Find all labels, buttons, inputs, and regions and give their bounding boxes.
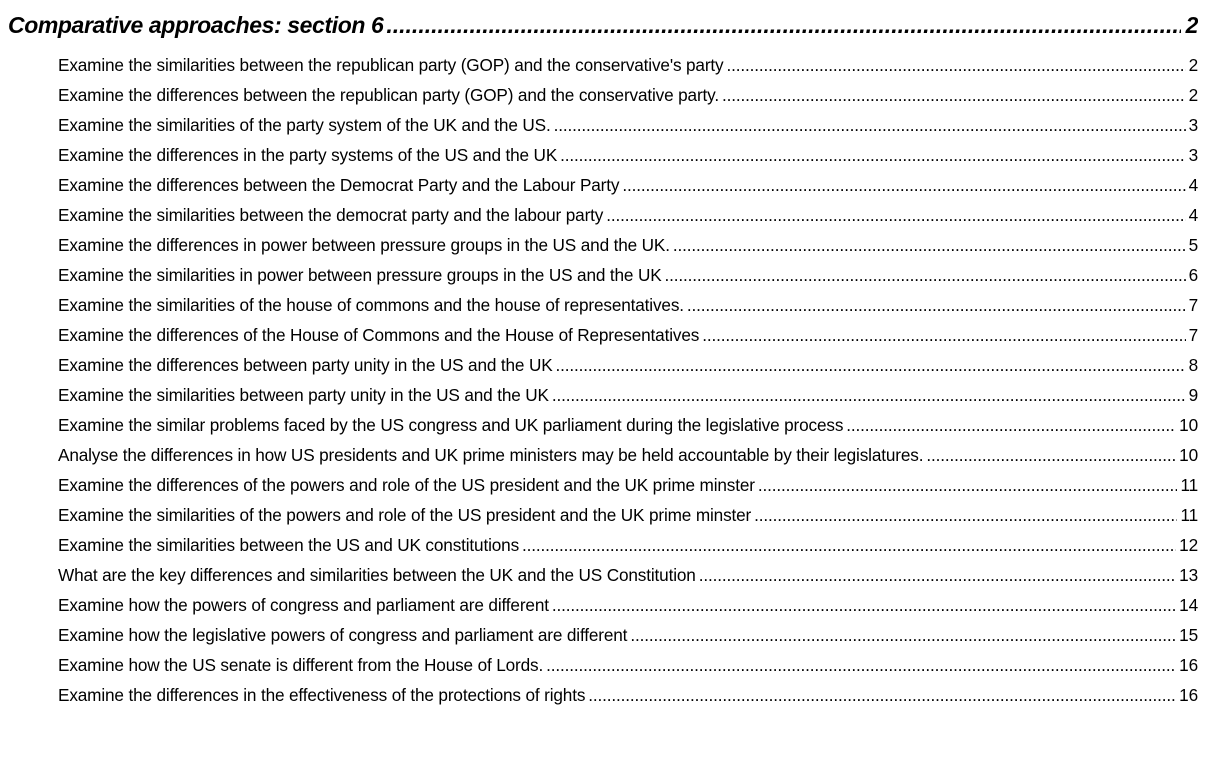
toc-heading[interactable] xyxy=(8,12,1198,44)
toc-leader-dots xyxy=(722,80,1186,110)
toc-entry[interactable] xyxy=(58,680,1198,710)
toc-entry-title: Examine the differences of the powers and role of the US president and the UK prime minster xyxy=(58,475,755,495)
toc-entry[interactable] xyxy=(58,110,1198,140)
toc-leader-dots xyxy=(622,170,1185,200)
toc-entry-title: Examine how the legislative powers of congress and parliament are different xyxy=(58,625,628,645)
toc-entry[interactable] xyxy=(58,530,1198,560)
toc-entry[interactable] xyxy=(58,200,1198,230)
toc-leader-dots xyxy=(673,230,1186,260)
toc-entry-page-number: 13 xyxy=(1179,565,1198,585)
toc-entry-title: Examine how the US senate is different from the House of Lords. xyxy=(58,655,544,675)
toc-entry-list xyxy=(58,50,1198,710)
toc-entry[interactable] xyxy=(58,290,1198,320)
toc-leader-dots xyxy=(386,12,1181,39)
toc-entry[interactable] xyxy=(58,470,1198,500)
toc-entry[interactable] xyxy=(58,620,1198,650)
toc-leader-dots xyxy=(758,470,1178,500)
toc-entry-title: Examine the similarities between the republican party (GOP) and the conservative's party xyxy=(58,55,724,75)
toc-leader-dots xyxy=(606,200,1185,230)
toc-entry-page-number: 3 xyxy=(1188,115,1198,135)
toc-entry-title: Examine the differences between party unity in the US and the UK xyxy=(58,355,553,375)
toc-entry-page-number: 7 xyxy=(1188,325,1198,345)
toc-leader-dots xyxy=(699,560,1176,590)
toc-entry-page-number: 2 xyxy=(1188,55,1198,75)
toc-entry[interactable] xyxy=(58,350,1198,380)
toc-entry-title: Examine the differences between the republican party (GOP) and the conservative party. xyxy=(58,85,719,105)
toc-entry-page-number: 4 xyxy=(1188,205,1198,225)
toc-entry-page-number: 11 xyxy=(1180,505,1198,525)
toc-entry-title: Examine the similarities between party unity in the US and the UK xyxy=(58,385,549,405)
toc-entry-title: Examine the differences in power between pressure groups in the US and the UK. xyxy=(58,235,670,255)
toc-entry[interactable] xyxy=(58,590,1198,620)
toc-heading-page-number: 2 xyxy=(1185,12,1198,38)
toc-entry-page-number: 2 xyxy=(1188,85,1198,105)
toc-leader-dots xyxy=(560,140,1185,170)
toc-entry-title: Examine the differences between the Democrat Party and the Labour Party xyxy=(58,175,620,195)
toc-leader-dots xyxy=(588,680,1176,710)
toc-entry-page-number: 4 xyxy=(1188,175,1198,195)
toc-entry[interactable] xyxy=(58,440,1198,470)
toc-leader-dots xyxy=(552,590,1176,620)
toc-leader-dots xyxy=(630,620,1176,650)
toc-leader-dots xyxy=(546,650,1176,680)
toc-leader-dots xyxy=(727,50,1186,80)
toc-leader-dots xyxy=(846,410,1176,440)
toc-entry-page-number: 6 xyxy=(1188,265,1198,285)
toc-entry-page-number: 10 xyxy=(1179,415,1198,435)
toc-entry[interactable] xyxy=(58,170,1198,200)
toc-entry-title: Examine the similarities of the house of commons and the house of representatives. xyxy=(58,295,684,315)
toc-entry-page-number: 12 xyxy=(1179,535,1198,555)
toc-leader-dots xyxy=(665,260,1186,290)
toc-entry-page-number: 7 xyxy=(1188,295,1198,315)
toc-entry-page-number: 9 xyxy=(1188,385,1198,405)
toc-entry[interactable] xyxy=(58,260,1198,290)
toc-entry-page-number: 8 xyxy=(1188,355,1198,375)
toc-leader-dots xyxy=(556,350,1186,380)
toc-entry-title: Examine the similar problems faced by the US congress and UK parliament during the legislative process xyxy=(58,415,844,435)
toc-entry-page-number: 5 xyxy=(1188,235,1198,255)
toc-entry[interactable] xyxy=(58,50,1198,80)
toc-heading-title: Comparative approaches: section 6 xyxy=(8,12,384,38)
toc-entry[interactable] xyxy=(58,560,1198,590)
toc-entry-page-number: 11 xyxy=(1180,475,1198,495)
toc-entry[interactable] xyxy=(58,140,1198,170)
toc-entry[interactable] xyxy=(58,650,1198,680)
toc-entry[interactable] xyxy=(58,80,1198,110)
toc-leader-dots xyxy=(702,320,1185,350)
toc-entry[interactable] xyxy=(58,230,1198,260)
toc-entry-title: Examine the differences in the party systems of the US and the UK xyxy=(58,145,558,165)
toc-leader-dots xyxy=(926,440,1176,470)
toc-entry-page-number: 3 xyxy=(1188,145,1198,165)
toc-leader-dots xyxy=(687,290,1186,320)
toc-entry-title: Examine the similarities of the powers and role of the US president and the UK prime minster xyxy=(58,505,752,525)
toc-entry-title: Examine the similarities between the democrat party and the labour party xyxy=(58,205,604,225)
toc-entry[interactable] xyxy=(58,380,1198,410)
toc-entry-page-number: 16 xyxy=(1179,685,1198,705)
toc-entry-title: Examine the similarities in power between pressure groups in the US and the UK xyxy=(58,265,662,285)
toc-leader-dots xyxy=(754,500,1177,530)
toc-leader-dots xyxy=(552,380,1186,410)
toc-entry-page-number: 14 xyxy=(1179,595,1198,615)
toc-entry[interactable] xyxy=(58,320,1198,350)
toc-entry-title: Examine the similarities between the US and UK constitutions xyxy=(58,535,520,555)
toc-entry-page-number: 16 xyxy=(1179,655,1198,675)
toc-entry-title: Examine how the powers of congress and parliament are different xyxy=(58,595,549,615)
toc-entry-title: Examine the differences of the House of Commons and the House of Representatives xyxy=(58,325,700,345)
toc-entry-title: What are the key differences and similarities between the UK and the US Constitution xyxy=(58,565,696,585)
toc-leader-dots xyxy=(554,110,1186,140)
toc-entry[interactable] xyxy=(58,410,1198,440)
toc-entry-page-number: 10 xyxy=(1179,445,1198,465)
toc-entry-page-number: 15 xyxy=(1179,625,1198,645)
toc-entry-title: Examine the differences in the effectiveness of the protections of rights xyxy=(58,685,586,705)
toc-entry-title: Analyse the differences in how US presidents and UK prime ministers may be held accountable by their legislatures. xyxy=(58,445,924,465)
toc-entry-title: Examine the similarities of the party system of the UK and the US. xyxy=(58,115,551,135)
toc-leader-dots xyxy=(522,530,1176,560)
toc-entry[interactable] xyxy=(58,500,1198,530)
